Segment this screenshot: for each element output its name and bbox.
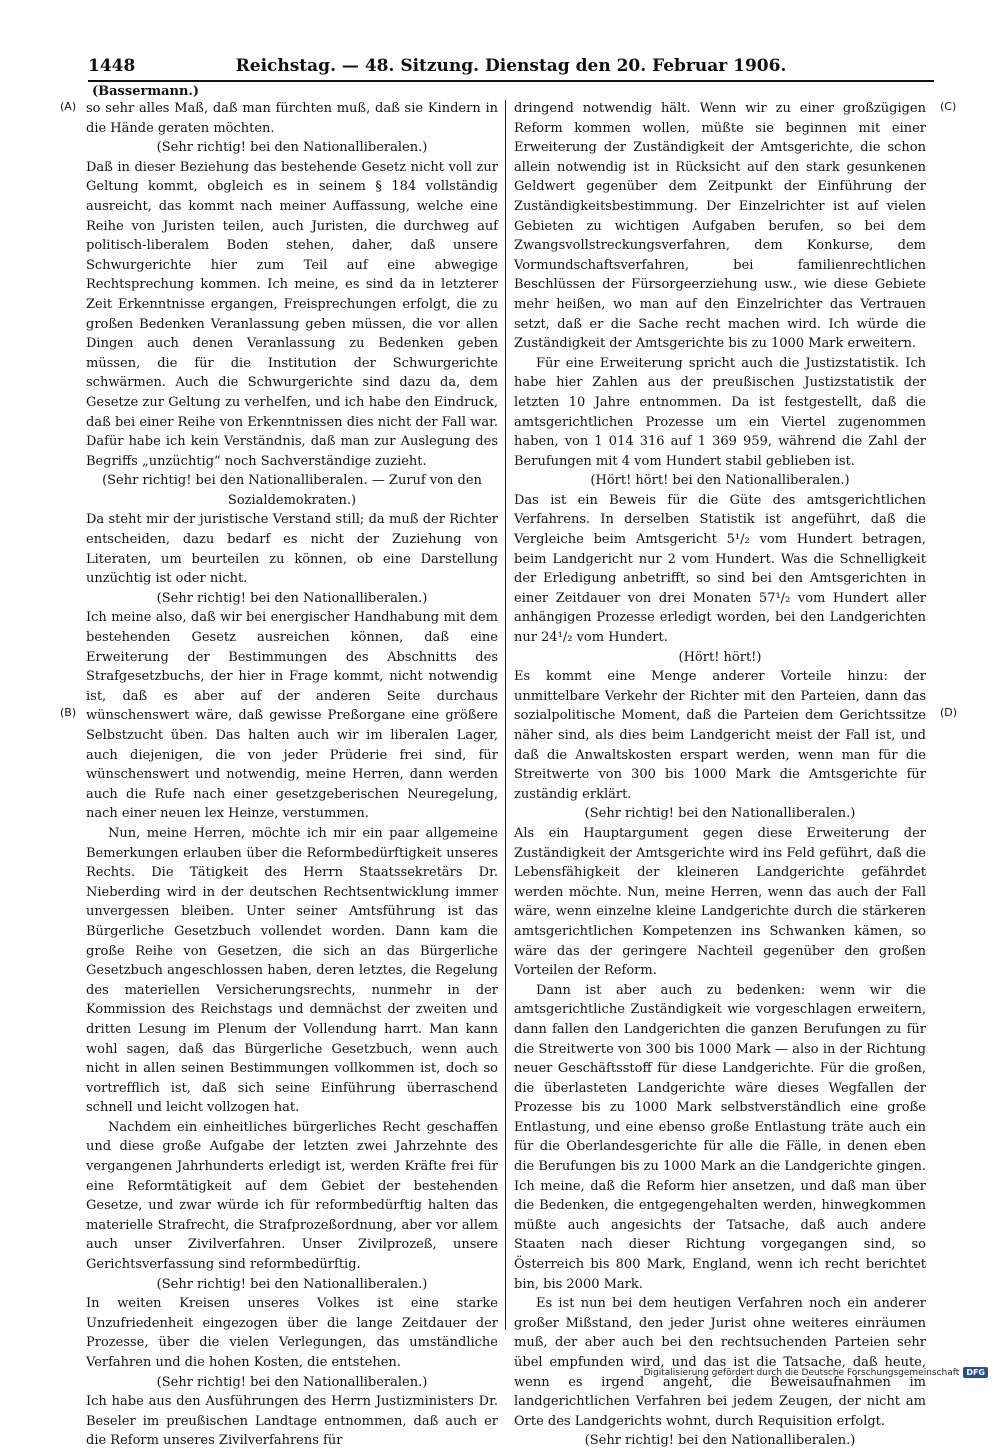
paragraph: Daß in dieser Beziehung das bestehende Gesetz nicht voll zur Geltung kommt, obgleich es in seinem § 184 vollständig ausreicht, das kommt nach meiner Auffassung, welche eine Reihe von Juristen teilen, auch Juristen, die durchweg auf politisch-liberalem Boden stehen, daher, daß unsere Schwurgerichte hier zum Teil auf eine abwegige Rechtsprechung kommen. Ich meine, es sind da in letzterer Zeit Erkenntnisse ergangen, Freisprechungen erfolgt, die zu großen Bedenken Veranlassung geben müssen, die vor allen Dingen auch denen Veranlassung zu Bedenken geben müssen, die für die Institution der Schwurgerichte schwärmen. Auch die Schwurgerichte sind dazu da, dem Gesetze zur Geltung zu verhelfen, und ich habe den Eindruck, daß bei einer Reihe von Erkenntnissen dies nicht der Fall war. Dafür habe ich kein Verständnis, daß man zur Auslegung des Begriffs „unzüchtig“ noch Sachverständige zuzieht. <box>86 159 498 469</box>
footer-credit-text: Digitalisierung gefördert durch die Deutsche Forschungsgemeinschaft <box>643 1367 960 1378</box>
stage-direction: (Sehr richtig! bei den Nationalliberalen.) <box>156 590 428 606</box>
margin-mark-d: (D) <box>940 706 958 719</box>
paragraph: In weiten Kreisen unseres Volkes ist eine starke Unzufriedenheit eingezogen über die lange Zeitdauer der Prozesse, über die vielen Verlegungen, das umständliche Verfahren und die hohen Kosten, die entstehen. <box>86 1296 498 1370</box>
paragraph: Als ein Hauptargument gegen diese Erweiterung der Zuständigkeit der Amtsgerichte wird ins Feld geführt, daß die Lebensfähigkeit der kleineren Landgerichte gefährdet werden möchte. Nun, meine Herren, wenn das auch der Fall wäre, wenn einzelne kleine Landgerichte durch die stärkeren amtsgerichtlichen Kompetenzen ins Schwanken kämen, so wäre das der geringere Nachteil gegenüber den großen Vorteilen der Reform. <box>514 825 926 979</box>
page-number: 1448 <box>88 56 136 76</box>
stage-direction: (Sehr richtig! bei den Nationalliberalen. — Zuruf von den Sozialdemokraten.) <box>102 473 482 508</box>
stage-direction: (Sehr richtig! bei den Nationalliberalen.) <box>156 1374 428 1390</box>
stage-direction: (Sehr richtig! bei den Nationalliberalen.) <box>584 806 856 822</box>
margin-mark-b: (B) <box>60 706 77 719</box>
margin-mark-c: (C) <box>940 100 957 113</box>
left-column <box>86 99 498 1449</box>
stage-direction: (Sehr richtig! bei den Nationalliberalen.) <box>584 1433 856 1449</box>
stage-direction: (Sehr richtig! bei den Nationalliberalen.) <box>156 140 428 156</box>
paragraph: Da steht mir der juristische Verstand still; da muß der Richter entscheiden, dazu bedarf es nicht der Zuziehung von Literaten, um beurteilen zu können, ob eine Darstellung unzüchtig ist oder nicht. <box>86 512 498 587</box>
column-divider <box>505 100 506 1330</box>
page-title: Reichstag. — 48. Sitzung. Dienstag den 20. Februar 1906. <box>235 56 787 76</box>
stage-direction: (Hört! hört! bei den Nationalliberalen.) <box>590 473 850 489</box>
paragraph: Nachdem ein einheitliches bürgerliches Recht geschaffen und diese große Aufgabe der letzten zwei Jahrzehnte des vergangenen Jahrhunderts erledigt ist, werden Kräfte frei für eine Reformtätigkeit auf dem Gebiet der bestehenden Gesetze, und zwar würde ich für reformbedürftig halten das materielle Strafrecht, die Strafprozeßordnung, aber vor allem auch unser Zivilverfahren. Unser Zivilprozeß, unsere Gerichtsverfassung sind reformbedürftig. <box>86 1119 498 1273</box>
margin-mark-a: (A) <box>60 100 77 113</box>
page-header <box>88 52 934 78</box>
header-rule <box>88 80 934 82</box>
paragraph: Es kommt eine Menge anderer Vorteile hinzu: der unmittelbare Verkehr der Richter mit den Parteien, dann das sozialpolitische Moment, daß die Parteien dem Gerichtssitze näher sind, als dies beim Landgericht meist der Fall ist, und daß die Anwaltskosten erspart werden, wenn man für die Streitwerte von 300 bis 1000 Mark die Amtsgerichte für zuständig erklärt. <box>514 669 926 802</box>
paragraph: so sehr alles Maß, daß man fürchten muß, daß sie Kindern in die Hände geraten möchten. <box>86 101 498 136</box>
speaker-name: (Bassermann.) <box>92 84 200 99</box>
paragraph: Für eine Erweiterung spricht auch die Justizstatistik. Ich habe hier Zahlen aus der preußischen Justizstatistik der letzten 10 Jahre entnommen. Da ist festgestellt, daß die amtsgerichtlichen Prozesse um ein Viertel zugenommen haben, von 1 014 316 auf 1 369 959, während die Zahl der Berufungen mit 4 vom Hundert stabil geblieben ist. <box>514 355 926 469</box>
stage-direction: (Sehr richtig! bei den Nationalliberalen.) <box>156 1276 428 1292</box>
paragraph: Es ist nun bei dem heutigen Verfahren noch ein anderer großer Mißstand, den jeder Jurist ohne weiteres einräumen muß, der aber auch bei den rechtsuchenden Parteien sehr übel empfunden wird, und das ist die Tatsache, daß heute, wenn es irgend angeht, die Beweisaufnahmen im landgerichtlichen Verfahren bei jedem Zeugen, der nicht am Orte des Landgerichts wohnt, durch Requisition erfolgt. <box>514 1296 926 1429</box>
stage-direction: (Hört! hört!) <box>678 649 762 665</box>
paragraph: Das ist ein Beweis für die Güte des amtsgerichtlichen Verfahrens. In derselben Statistik ist angeführt, daß die Vergleiche beim Amtsgericht 5¹/₂ vom Hundert betragen, beim Landgericht nur 2 vom Hundert. Was die Schnelligkeit der Erledigung anbetrifft, so sind bei den Amtsgerichten in einer Zeitdauer von drei Monaten 57¹/₂ vom Hundert aller anhängigen Prozesse erledigt worden, bei den Landgerichten nur 24¹/₂ vom Hundert. <box>514 492 926 646</box>
paragraph: Ich habe aus den Ausführungen des Herrn Justizministers Dr. Beseler im preußischen Landtage entnommen, daß auch er die Reform unseres Zivilverfahrens für <box>86 1394 498 1449</box>
paragraph: Nun, meine Herren, möchte ich mir ein paar allgemeine Bemerkungen erlauben über die Reformbedürftigkeit unseres Rechts. Die Tätigkeit des Herrn Staatssekretärs Dr. Nieberding wird in der deutschen Rechtsentwicklung immer unvergessen bleiben. Unter seiner Amtsführung ist das Bürgerliche Gesetzbuch vollendet worden. Dann kam die große Reihe von Gesetzen, die sich an das Bürgerliche Gesetzbuch angeschlossen haben, deren letztes, die Regelung des materiellen Versicherungsrechts, nunmehr in der Kommission des Reichstags und demnächst der zweiten und dritten Lesung im Plenum der Vollendung harrt. Man kann wohl sagen, daß das Bürgerliche Gesetzbuch, wenn auch nicht in allen seinen Bestimmungen vollkommen ist, doch so vortrefflich ist, daß sich seine Einführung überraschend schnell und leicht vollzogen hat. <box>86 825 498 1116</box>
paragraph: Ich meine also, daß wir bei energischer Handhabung mit dem bestehenden Gesetz ausreichen können, daß eine Erweiterung der Bestimmungen des Abschnitts des Strafgesetzbuchs, der hier in Frage kommt, nicht notwendig ist, daß es aber auf der anderen Seite durchaus wünschenswert wäre, daß gewisse Preßorgane eine größere Selbstzucht üben. Das halten auch wir im liberalen Lager, auch diejenigen, die von jeder Prüderie frei sind, für wünschenswert und notwendig, meine Herren, dann werden auch die Rufe nach einer gesetzgeberischen Neuregelung, nach einer neuen lex Heinze, verstummen. <box>86 610 498 822</box>
footer-credit <box>644 1367 988 1378</box>
paragraph: dringend notwendig hält. Wenn wir zu einer großzügigen Reform kommen wollen, müßte sie beginnen mit einer Erweiterung der Zuständigkeit der Amtsgerichte, die schon allein notwendig ist in Rücksicht auf den stark gesunkenen Geldwert gegenüber dem Zeitpunkt der Einführung der Zuständigkeitsbestimmung. Der Einzelrichter ist auf vielen Gebieten zu wichtigen Aufgaben berufen, so bei dem Zwangsvollstreckungsverfahren, dem Konkurse, dem Vormundschaftsverfahren, bei familienrechtlichen Beschlüssen der Fürsorgeerziehung usw., wie diese Gebiete mehr heißen, wo man auf den Einzelrichter das Vertrauen setzt, daß er die Sache recht machen wird. Ich würde die Zuständigkeit der Amtsgerichte bis zu 1000 Mark erweitern. <box>514 101 926 352</box>
dfg-logo: DFG <box>963 1367 988 1378</box>
paragraph: Dann ist aber auch zu bedenken: wenn wir die amtsgerichtliche Zuständigkeit wie vorgeschlagen erweitern, dann fallen den Landgerichten die ganzen Berufungen zu für die Streitwerte von 300 bis 1000 Mark — also in der Richtung neuer Geschäftsstoff für diese Landgerichte. Für die großen, die überlasteten Landgerichte wäre dieses Wegfallen der Prozesse bis zu 1000 Mark selbstverständlich eine große Entlastung, und eine ebenso große Entlastung träte auch ein für die Oberlandesgerichte für alle die Fälle, in denen eben die Berufungen bis zu 1000 Mark an die Landgerichte gingen. Ich meine, daß die Reform hier ansetzen, und daß man über die Bedenken, die entgegengehalten werden, hinwegkommen müßte auch angesichts der Tatsache, daß auch andere Staaten nach dieser Richtung vorgegangen sind, so Österreich bis 800 Mark, England, wenn ich recht berichtet bin, bis 2000 Mark. <box>514 982 926 1292</box>
